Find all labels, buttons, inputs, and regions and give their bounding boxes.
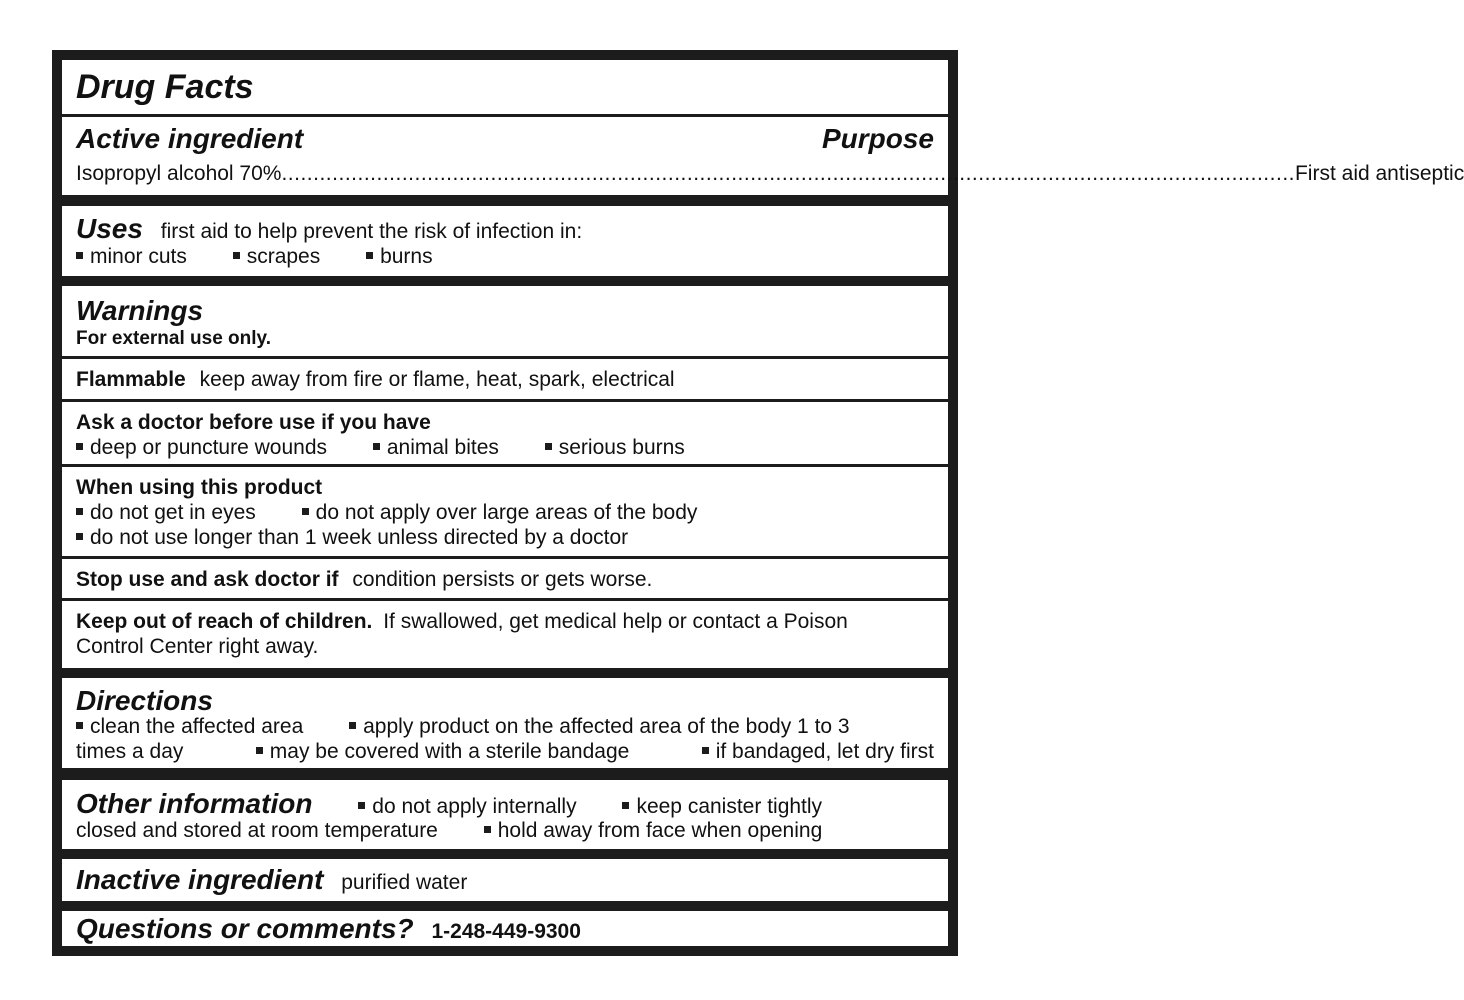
uses-heading: Uses	[76, 213, 143, 244]
keep-out-section	[62, 601, 948, 668]
list-item: if bandaged, let dry first	[702, 739, 934, 764]
bullet-icon	[366, 252, 373, 259]
warnings-heading: Warnings	[76, 295, 204, 326]
bullet-icon	[545, 443, 552, 450]
bullet-icon	[484, 826, 491, 833]
uses-section	[62, 206, 948, 276]
stop-use-label: Stop use and ask doctor if	[76, 568, 339, 591]
bullet-icon	[233, 252, 240, 259]
list-item: serious burns	[545, 436, 685, 459]
list-item: animal bites	[373, 436, 499, 459]
inactive-ingredient-heading: Inactive ingredient	[76, 864, 324, 895]
ask-doctor-heading: Ask a doctor before use if you have	[76, 411, 431, 434]
questions-heading: Questions or comments?	[76, 913, 414, 944]
uses-intro: first aid to help prevent the risk of infection in:	[160, 220, 583, 243]
bullet-icon	[256, 747, 263, 754]
bullet-icon	[76, 533, 83, 540]
dot-leader: ................................................................................................................................................................	[281, 162, 1295, 185]
list-item: do not get in eyes	[76, 501, 256, 524]
keep-out-text: If swallowed, get medical help or contact a Poison	[383, 610, 848, 633]
questions-section	[62, 911, 948, 946]
flammable-text: keep away from fire or flame, heat, spark, electrical	[199, 368, 675, 391]
bullet-icon	[302, 508, 309, 515]
other-information-heading: Other information	[76, 788, 313, 819]
keep-out-label: Keep out of reach of children.	[76, 610, 373, 633]
list-item: keep canister tightly	[622, 795, 822, 818]
list-item: do not apply internally	[358, 795, 576, 818]
phone-number: 1-248-449-9300	[431, 920, 581, 943]
keep-out-text-cont: Control Center right away.	[76, 635, 319, 658]
directions-section	[62, 678, 948, 768]
list-item: do not apply over large areas of the body	[302, 501, 698, 524]
list-item: may be covered with a sterile bandage	[256, 739, 630, 764]
active-ingredient-purpose: First aid antiseptic	[1294, 162, 1464, 185]
stop-use-section	[62, 559, 948, 598]
ask-doctor-section	[62, 402, 948, 464]
bullet-icon	[622, 802, 629, 809]
bullet-icon	[702, 747, 709, 754]
bullet-icon	[76, 443, 83, 450]
bullet-icon	[76, 722, 83, 729]
bullet-icon	[76, 508, 83, 515]
bullet-icon	[349, 722, 356, 729]
active-ingredient-name: Isopropyl alcohol 70%	[76, 162, 282, 185]
flammable-label: Flammable	[76, 368, 186, 391]
title-section	[62, 60, 948, 114]
flammable-section	[62, 359, 948, 399]
list-item: scrapes	[233, 245, 321, 268]
list-item: apply product on the affected area of the body 1 to 3	[349, 715, 849, 738]
inactive-ingredient-text: purified water	[341, 871, 468, 894]
list-item: do not use longer than 1 week unless directed by a doctor	[76, 526, 628, 549]
drug-facts-panel	[52, 50, 1464, 956]
when-using-heading: When using this product	[76, 476, 323, 499]
external-use-note: For external use only.	[76, 328, 271, 349]
inactive-ingredient-section	[62, 859, 948, 901]
list-item: burns	[366, 245, 433, 268]
active-ingredient-section	[62, 117, 1464, 195]
bullet-icon	[373, 443, 380, 450]
directions-heading: Directions	[76, 685, 213, 716]
other-item-2-cont: closed and stored at room temperature	[76, 819, 438, 842]
warnings-section	[62, 286, 948, 356]
page-title: Drug Facts	[76, 68, 254, 106]
purpose-heading: Purpose	[821, 123, 934, 154]
list-item: clean the affected area	[76, 715, 303, 738]
directions-item-2-cont: times a day	[76, 740, 184, 763]
stop-use-text: condition persists or gets worse.	[352, 568, 653, 591]
other-information-section	[62, 780, 948, 849]
bullet-icon	[358, 802, 365, 809]
active-ingredient-heading: Active ingredient	[76, 123, 304, 154]
bullet-icon	[76, 252, 83, 259]
when-using-section	[62, 467, 948, 556]
list-item: hold away from face when opening	[484, 819, 823, 842]
list-item: deep or puncture wounds	[76, 436, 327, 459]
list-item: minor cuts	[76, 245, 187, 268]
